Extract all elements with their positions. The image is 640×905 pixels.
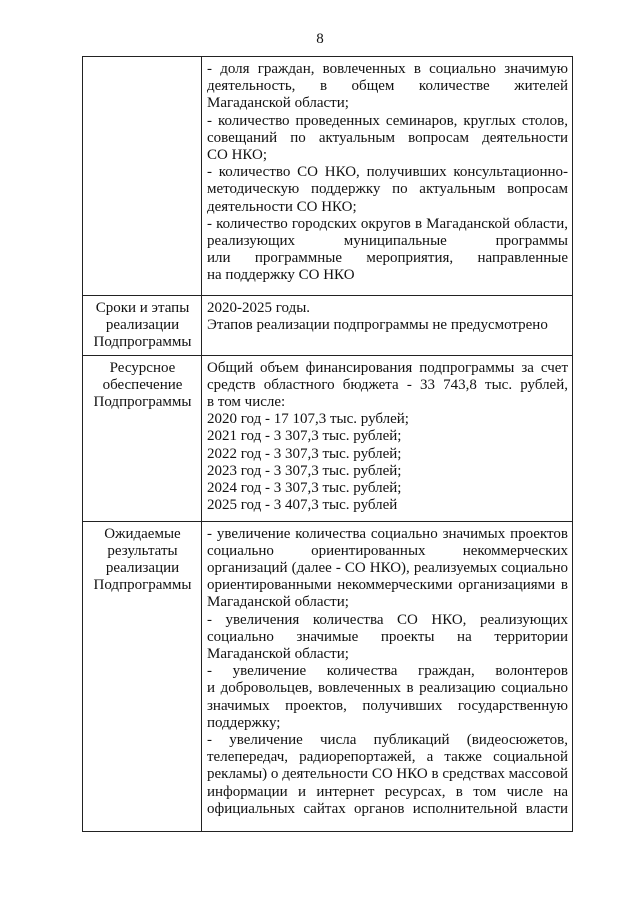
- text-line: деятельности СО НКО;: [207, 198, 357, 215]
- text-line: Общий объем финансирования подпрограммы за счет: [207, 359, 568, 376]
- text-line: - доля граждан, вовлеченных в социально значимую: [207, 61, 568, 77]
- text-line: 2025 год - 3 407,3 тыс. рублей: [207, 497, 398, 514]
- text-line: телепередач, радиорепортажей, а также социальной: [207, 749, 568, 766]
- text-line: в том числе:: [207, 394, 286, 411]
- text-line: социально ориентированных некоммерческих: [207, 542, 568, 559]
- page-number: 8: [316, 31, 324, 47]
- label-line: результаты: [107, 542, 178, 559]
- timing-text: [207, 300, 568, 334]
- results-label: [88, 526, 197, 595]
- text-line: Магаданской области;: [207, 95, 349, 112]
- text-line: 2024 год - 3 307,3 тыс. рублей;: [207, 480, 402, 497]
- text-line: официальных сайтах органов исполнительной власти: [207, 800, 568, 817]
- text-line: 2020-2025 годы.: [207, 300, 311, 316]
- table-row-timing: [83, 296, 573, 356]
- text-line: Этапов реализации подпрограммы не предусмотрено: [207, 317, 548, 334]
- text-line: 2022 год - 3 307,3 тыс. рублей;: [207, 445, 402, 462]
- row-label: [83, 296, 202, 356]
- indicators-text: [207, 61, 568, 285]
- text-line: - количество городских округов в Магаданской области,: [207, 215, 568, 232]
- text-line: - увеличение количества граждан, волонтеров: [207, 663, 568, 680]
- row-content: [202, 355, 573, 521]
- text-line: организаций (далее - СО НКО), реализуемых социально: [207, 560, 568, 577]
- row-label: [83, 521, 202, 831]
- text-line: - увеличения количества СО НКО, реализующих: [207, 611, 568, 628]
- text-line: на поддержку СО НКО: [207, 267, 355, 284]
- text-line: Магаданской области;: [207, 594, 349, 611]
- table-row-results: [83, 521, 573, 831]
- text-line: методическую поддержку по актуальным вопросам: [207, 181, 568, 198]
- row-content: [202, 296, 573, 356]
- text-line: деятельность, в общем количестве жителей: [207, 78, 568, 95]
- text-line: средств областного бюджета - 33 743,8 тыс. рублей,: [207, 376, 568, 393]
- label-line: реализации: [105, 560, 180, 577]
- text-line: или программные мероприятия, направленные: [207, 250, 568, 267]
- label-line: Подпрограммы: [93, 577, 192, 594]
- label-line: Ожидаемые: [104, 525, 181, 542]
- resources-text: [207, 360, 568, 515]
- label-line: Сроки и этапы: [95, 300, 190, 316]
- results-text: [207, 526, 568, 818]
- text-line: совещаний по актуальным вопросам деятельности: [207, 129, 568, 146]
- text-line: - увеличение числа публикаций (видеосюжетов,: [207, 732, 568, 749]
- text-line: 2023 год - 3 307,3 тыс. рублей;: [207, 462, 402, 479]
- resources-label: [88, 360, 197, 412]
- label-line: Подпрограммы: [93, 394, 192, 411]
- label-line: Ресурсное: [109, 359, 176, 376]
- text-line: СО НКО;: [207, 147, 268, 164]
- passport-table: [82, 56, 573, 832]
- row-content: [202, 521, 573, 831]
- row-label: [83, 355, 202, 521]
- text-line: и добровольцев, вовлеченных в реализацию социально: [207, 680, 568, 697]
- text-line: поддержку;: [207, 714, 281, 731]
- text-line: Магаданской области;: [207, 646, 349, 663]
- row-label: [83, 57, 202, 296]
- text-line: - количество СО НКО, получивших консультационно-: [207, 164, 568, 181]
- text-line: реализующих муниципальные программы: [207, 233, 568, 250]
- timing-label: [88, 300, 197, 352]
- text-line: 2021 год - 3 307,3 тыс. рублей;: [207, 428, 402, 445]
- text-line: ориентированными некоммерческими организациями в: [207, 577, 568, 594]
- table-row-indicators: [83, 57, 573, 296]
- text-line: информации и интернет ресурсах, в том числе на: [207, 783, 568, 800]
- label-line: Подпрограммы: [93, 334, 192, 351]
- label-line: обеспечение: [102, 376, 183, 393]
- text-line: 2020 год - 17 107,3 тыс. рублей;: [207, 411, 409, 428]
- row-content: [202, 57, 573, 296]
- text-line: значимых проектов, получивших государственную: [207, 697, 568, 714]
- text-line: - количество проведенных семинаров, круглых столов,: [207, 112, 568, 129]
- label-line: реализации: [105, 317, 180, 334]
- text-line: - увеличение количества социально значимых проектов: [207, 525, 568, 542]
- text-line: рекламы) о деятельности СО НКО в средствах массовой: [207, 766, 568, 783]
- text-line: социально значимые проекты на территории: [207, 628, 568, 645]
- table-row-resources: [83, 355, 573, 521]
